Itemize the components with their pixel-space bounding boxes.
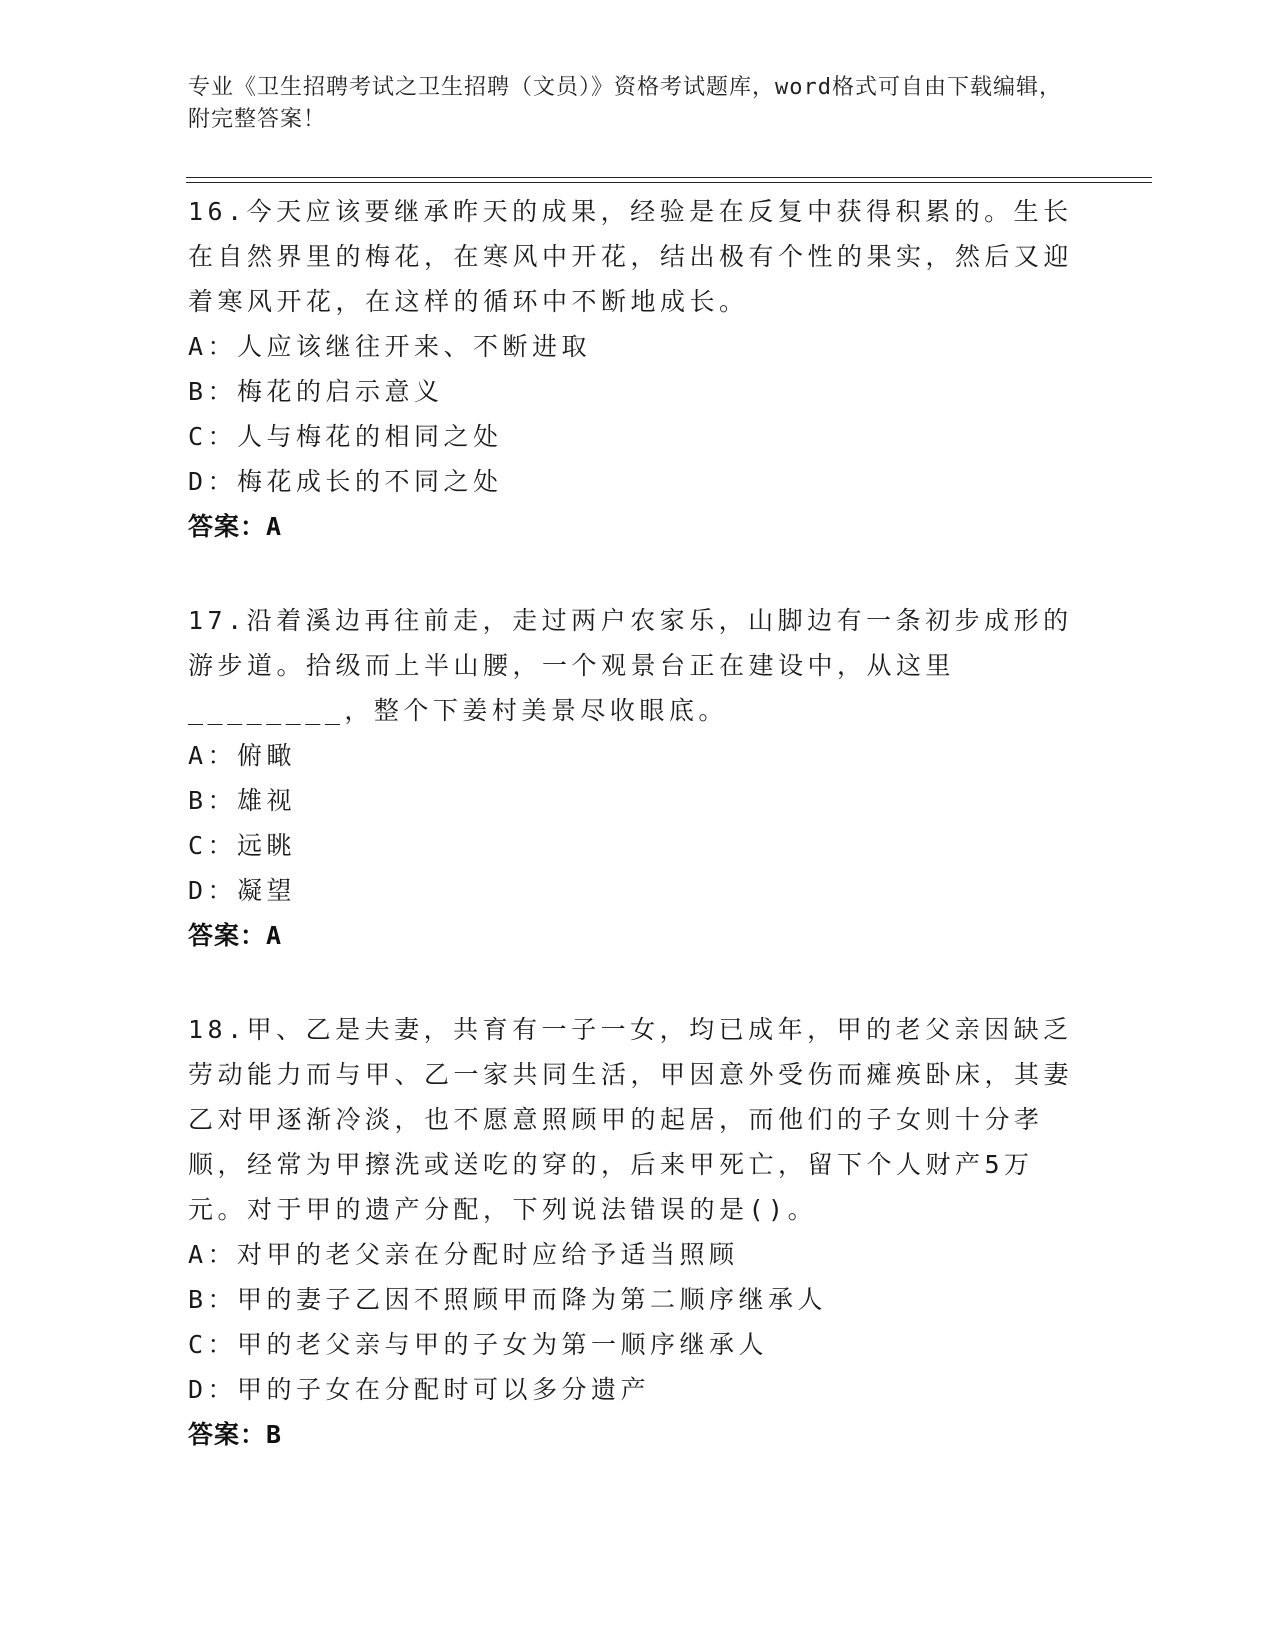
option-a: A：俯瞰 — [188, 741, 297, 770]
option-a: A：人应该继往开来、不断进取 — [188, 332, 592, 361]
document-header: 专业《卫生招聘考试之卫生招聘（文员）》资格考试题库，word格式可自由下载编辑，附完整答案！ — [188, 75, 1062, 132]
question-stem: 16.今天应该要继承昨天的成果，经验是在反复中获得积累的。生长在自然界里的梅花，在寒风中开花，结出极有个性的果实，然后又迎着寒风开花，在这样的循环中不断地成长。 — [188, 197, 1074, 316]
header-divider-bottom — [186, 182, 1152, 183]
question-16 — [188, 189, 1078, 549]
option-d: D：甲的子女在分配时可以多分遗产 — [188, 1375, 651, 1404]
option-c: C：甲的老父亲与甲的子女为第一顺序继承人 — [188, 1330, 769, 1359]
option-b: B：梅花的启示意义 — [188, 377, 444, 406]
answer: 答案：A — [188, 921, 283, 950]
option-c: C：远眺 — [188, 831, 297, 860]
option-d: D：梅花成长的不同之处 — [188, 467, 503, 496]
question-stem: 17.沿着溪边再往前走，走过两户农家乐，山脚边有一条初步成形的游步道。拾级而上半山腰，一个观景台正在建设中，从这里________，整个下姜村美景尽收眼底。 — [188, 606, 1073, 725]
option-b: B：雄视 — [188, 786, 297, 815]
question-17 — [188, 598, 1078, 958]
option-d: D：凝望 — [188, 876, 297, 905]
answer: 答案：A — [188, 512, 283, 541]
answer: 答案：B — [188, 1420, 283, 1449]
question-18 — [188, 1007, 1078, 1457]
option-c: C：人与梅花的相同之处 — [188, 422, 503, 451]
question-stem: 18.甲、乙是夫妻，共育有一子一女，均已成年，甲的老父亲因缺乏劳动能力而与甲、乙一家共同生活，甲因意外受伤而瘫痪卧床，其妻乙对甲逐渐冷淡，也不愿意照顾甲的起居，而他们的子女则十分孝顺，经常为甲擦洗或送吃的穿的，后来甲死亡，留下个人财产5万元。对于甲的遗产分配，下列说法错误的是()。 — [188, 1015, 1074, 1224]
header-divider-top — [186, 177, 1152, 178]
option-b: B：甲的妻子乙因不照顾甲而降为第二顺序继承人 — [188, 1285, 828, 1314]
option-a: A：对甲的老父亲在分配时应给予适当照顾 — [188, 1240, 739, 1269]
